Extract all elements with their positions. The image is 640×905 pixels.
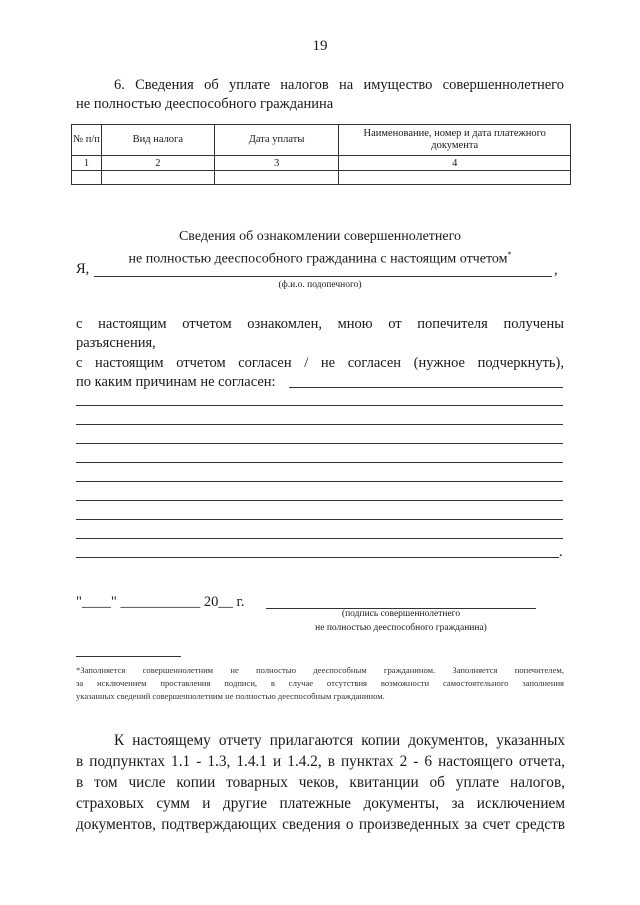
reason-line[interactable] [76,443,563,444]
statement-line2: разъяснения, [76,335,156,351]
table-number-row [72,156,571,171]
statement-line3: с настоящим отчетом согласен / не согласен (нужное подчеркнуть), [76,355,564,371]
statement-line1: с настоящим отчетом ознакомлен, мною от попечителя получены [76,316,564,332]
footnote-separator [76,656,181,657]
tax-payments-table [71,124,571,185]
reason-line[interactable] [76,424,563,425]
attachments-line2: в подпунктах 1.1 - 1.3, 1.4.1 и 1.4.2, в пунктах 2 - 6 настоящего отчета, [76,753,565,770]
statement-line4: по каким причинам не согласен: [76,374,276,390]
attachments-line3: в том числе копии товарных чеков, квитанции об уплате налогов, [76,774,565,791]
table-header-cell: Наименование, номер и дата платежного документа [339,125,571,156]
table-row [72,171,571,185]
reason-input-line[interactable] [289,387,563,388]
table-header-cell: № п/п [72,125,102,156]
table-cell: 1 [72,156,102,171]
footnote-line3: указанных сведений совершеннолетним не полностью дееспособным гражданином. [76,691,385,701]
table-cell[interactable] [214,171,339,185]
page-number: 19 [312,38,328,54]
table-cell[interactable] [72,171,102,185]
reason-line[interactable] [76,519,563,520]
reason-line[interactable] [76,538,563,539]
ack-title-line2 [0,246,640,269]
fio-comma: , [554,262,558,278]
table-cell: 4 [339,156,571,171]
signature-date[interactable]: "____" ___________ 20__ г. [76,594,245,610]
section6-title-line1: 6. Сведения об уплате налогов на имущество совершеннолетнего [114,77,564,93]
attachments-line1: К настоящему отчету прилагаются копии документов, указанных [114,732,565,749]
fio-caption: (ф.и.о. подопечного) [278,280,362,290]
table-cell: 3 [214,156,339,171]
table-cell[interactable] [339,171,571,185]
reason-end-dot: . [559,544,563,560]
i-label: Я, [76,261,90,277]
table-header-row [72,125,571,156]
footnote-line2: за исключением проставления подписи, в случае отсутствия возможности самостоятельного заполнения [76,678,564,688]
ack-title-line1: Сведения об ознакомлении совершеннолетнего [178,229,462,244]
signature-caption-line2: не полностью дееспособного гражданина) [315,623,487,633]
ack-title-text: не полностью дееспособного гражданина с настоящим отчетом [128,251,508,267]
table-cell[interactable] [101,171,214,185]
reason-line[interactable] [76,462,563,463]
attachments-line4: страховых сумм и другие платежные документы, за исключением [76,795,565,812]
fio-input-line[interactable] [94,276,552,277]
table-cell: 2 [101,156,214,171]
table-header-cell: Дата уплаты [214,125,339,156]
footnote-line1: *Заполняется совершеннолетним не полностью дееспособным гражданином. Заполняется попечителем, [76,665,564,675]
table-header-cell: Вид налога [101,125,214,156]
reason-line[interactable] [76,481,563,482]
attachments-line5: документов, подтверждающих сведения о произведенных за счет средств [76,816,565,833]
section6-title-line2: не полностью дееспособного гражданина [76,96,334,112]
reason-line[interactable] [76,557,559,558]
footnote-mark: * [507,250,512,259]
signature-caption-line1: (подпись совершеннолетнего [341,609,461,619]
reason-line[interactable] [76,500,563,501]
reason-line[interactable] [76,405,563,406]
